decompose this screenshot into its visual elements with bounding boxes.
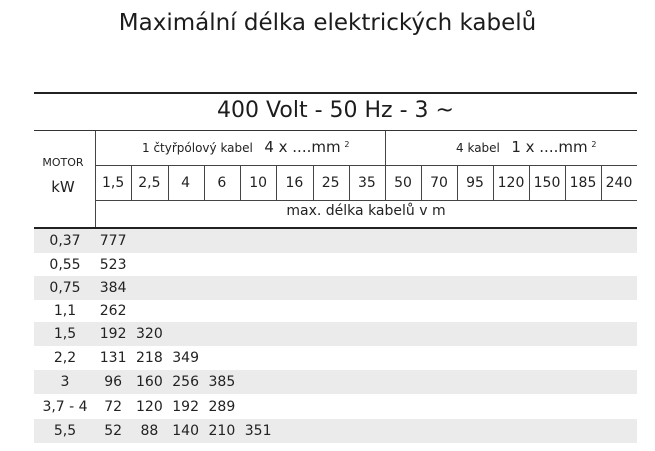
table-row <box>34 253 637 277</box>
cross-section-header-cell: 2,5 <box>138 175 161 191</box>
motor-power-cell: 0,75 <box>49 280 81 296</box>
cross-section-separator <box>493 166 494 200</box>
top-rule <box>34 92 637 94</box>
cable-length-cell: 131 <box>99 350 127 366</box>
cable-length-cell: 384 <box>99 280 127 296</box>
motor-label: MOTOR <box>42 156 84 169</box>
cross-section-header-cell: 4 <box>181 175 191 191</box>
cross-section-header-cell: 1,5 <box>101 175 125 191</box>
motor-power-cell: 0,37 <box>49 233 81 249</box>
group-label-single-core <box>456 138 597 156</box>
cross-section-header-cell: 25 <box>321 175 340 191</box>
cable-length-cell: 777 <box>99 233 127 249</box>
cross-section-header-cell: 10 <box>249 175 268 191</box>
header-rule <box>34 130 637 131</box>
group-label-single-core-sup: 2 <box>591 140 597 149</box>
cable-length-cell: 96 <box>104 374 123 390</box>
cable-length-cell: 210 <box>208 423 236 439</box>
cable-length-cell: 192 <box>172 399 199 415</box>
cross-section-header-cell: 16 <box>285 175 304 191</box>
table-row <box>34 370 637 394</box>
cross-section-header-cell: 35 <box>357 175 376 191</box>
group-label-single-core-spec: 1 x ....mm <box>511 138 588 156</box>
table-row <box>34 346 637 370</box>
cable-length-cell: 289 <box>208 399 236 415</box>
motor-unit: kW <box>51 178 75 196</box>
table-row <box>34 322 637 346</box>
cross-section-header-cell: 50 <box>394 175 412 191</box>
cable-length-cell: 351 <box>244 423 272 439</box>
cable-length-cell: 218 <box>136 350 163 366</box>
cross-section-header-cell: 185 <box>569 175 597 191</box>
cross-section-separator <box>313 166 314 200</box>
sizes-rule <box>95 200 637 201</box>
cable-length-cell: 140 <box>172 423 199 439</box>
cable-length-cell: 160 <box>136 374 163 390</box>
cross-section-separator <box>601 166 602 200</box>
motor-power-cell: 0,55 <box>49 257 81 273</box>
cross-section-separator <box>131 166 132 200</box>
group-label-single-core-prefix: 4 kabel <box>456 141 500 155</box>
cross-section-header-cell: 150 <box>533 175 561 191</box>
cable-length-cell: 256 <box>172 374 199 390</box>
table-row <box>34 229 637 253</box>
cable-length-cell: 320 <box>136 326 163 342</box>
cross-section-header-cell: 6 <box>217 175 227 191</box>
group-label-four-core-sup: 2 <box>344 140 350 149</box>
cable-length-cell: 523 <box>99 257 127 273</box>
motor-power-cell: 1,1 <box>53 303 77 319</box>
table-row <box>34 419 637 443</box>
table-row <box>34 299 637 323</box>
cable-length-cell: 52 <box>104 423 123 439</box>
cross-section-header-cell: 70 <box>430 175 448 191</box>
cross-section-header-cell: 240 <box>605 175 633 191</box>
cable-length-cell: 72 <box>104 399 123 415</box>
motor-power-cell: 1,5 <box>53 326 77 342</box>
group-label-four-core-spec: 4 x ....mm <box>264 138 341 156</box>
page-title: Maximální délka elektrických kabelů <box>118 10 537 36</box>
cable-length-cell: 120 <box>136 399 163 415</box>
motor-power-cell: 3,7 - 4 <box>42 399 88 415</box>
cross-section-separator <box>457 166 458 200</box>
voltage-headline: 400 Volt - 50 Hz - 3 ~ <box>217 98 454 123</box>
table-row <box>34 395 637 419</box>
cable-length-cell: 349 <box>172 350 199 366</box>
group-label-four-core-prefix: 1 čtyřpólový kabel <box>142 141 253 155</box>
cross-section-separator <box>168 166 169 200</box>
cross-section-separator <box>421 166 422 200</box>
cross-section-separator <box>204 166 205 200</box>
motor-power-cell: 5,5 <box>53 423 77 439</box>
cross-section-header-cell: 120 <box>497 175 525 191</box>
cross-section-separator <box>529 166 530 200</box>
motor-power-cell: 2,2 <box>53 350 77 366</box>
cable-length-cell: 262 <box>99 303 127 319</box>
group-label-four-core <box>142 138 350 156</box>
cross-section-separator <box>565 166 566 200</box>
cross-section-separator <box>240 166 241 200</box>
motor-power-cell: 3 <box>60 374 70 390</box>
unit-note: max. délka kabelů v m <box>286 203 446 219</box>
cable-length-cell: 385 <box>208 374 236 390</box>
cross-section-separator <box>276 166 277 200</box>
table-row <box>34 276 637 300</box>
cross-section-header-cell: 95 <box>466 175 484 191</box>
cable-length-cell: 88 <box>140 423 159 439</box>
cable-length-cell: 192 <box>99 326 127 342</box>
cross-section-separator <box>349 166 350 200</box>
